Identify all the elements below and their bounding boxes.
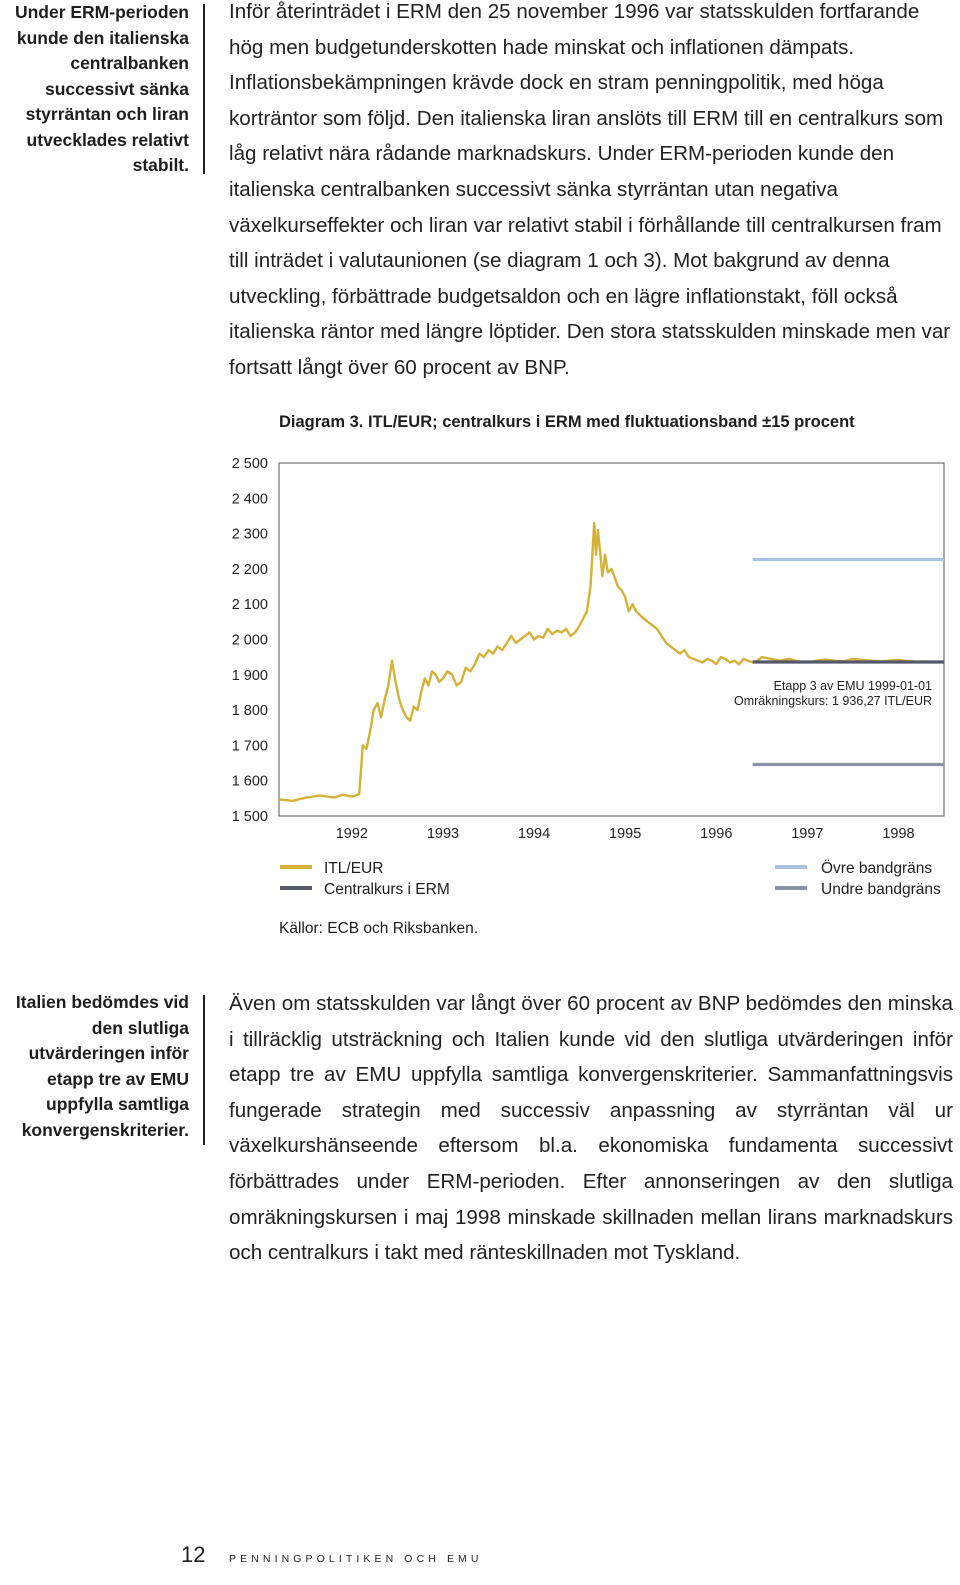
x-tick-label: 1997: [791, 826, 824, 842]
y-tick-label: 2 100: [231, 597, 268, 614]
y-tick-label: 1 900: [231, 667, 268, 684]
legend-left: [280, 858, 450, 900]
chart-title: Diagram 3. ITL/EUR; centralkurs i ERM med fluktuationsband ±15 procent: [279, 413, 855, 431]
x-tick-label: 1994: [517, 826, 551, 842]
y-tick-label: 2 000: [231, 632, 268, 649]
legend-swatch-itl-eur: [280, 865, 312, 869]
legend-label-undre: Undre bandgräns: [821, 881, 941, 898]
x-tick-label: 1998: [882, 826, 915, 842]
legend-item-ovre: [775, 858, 941, 879]
legend-swatch-ovre: [775, 865, 807, 869]
publication-title: PENNINGPOLITIKEN OCH EMU: [229, 1553, 483, 1565]
legend-item-itl-eur: [280, 858, 450, 879]
margin-divider-2: [203, 995, 205, 1145]
legend-item-centralkurs: [280, 879, 450, 900]
paragraph-convergence: Även om statsskulden var långt över 60 procent av BNP bedömdes den minska i tillräcklig utsträckning och Italien kunde vid den slutliga utvärderingen inför etapp tre av EMU uppfylla samtliga konvergenskriterier. Sammanfattningsvis fungerade strategin med successiv anpassning av styrräntan väl ur växelkurshänseende eftersom bl.a. ekonomiska fundamenta successivt förbättrades under ERM-perioden. Efter annonseringen av den slutliga omräkningskursen i maj 1998 minskade skillnaden mellan lirans marknadskurs och centralkurs i takt med ränteskillnaden mot Tyskland.: [229, 992, 953, 1265]
legend-right: [775, 858, 941, 900]
x-tick-label: 1996: [700, 826, 733, 842]
y-tick-label: 1 600: [231, 773, 268, 790]
x-tick-label: 1995: [609, 826, 642, 842]
legend-label-ovre: Övre bandgräns: [821, 860, 933, 877]
legend-swatch-centralkurs: [280, 886, 312, 890]
legend-label-centralkurs: Centralkurs i ERM: [324, 881, 450, 898]
y-tick-label: 2 500: [231, 456, 268, 472]
chart-source: Källor: ECB och Riksbanken.: [279, 920, 479, 937]
margin-note-italien: Italien bedömdes vid den slutliga utvärderingen inför etapp tre av EMU uppfylla samtliga konvergenskriterier.: [15, 992, 189, 1140]
legend-swatch-undre: [775, 886, 807, 890]
y-tick-label: 1 700: [231, 738, 268, 755]
legend-label-itl-eur: ITL/EUR: [324, 860, 384, 877]
annotation-line-1: Etapp 3 av EMU 1999-01-01: [773, 679, 932, 693]
x-tick-label: 1992: [335, 826, 369, 842]
y-tick-label: 2 300: [231, 526, 268, 543]
y-tick-label: 1 500: [231, 809, 268, 825]
paragraph-erm-reentry: Inför återinträdet i ERM den 25 november 1996 var statsskulden fortfarande hög men budgetunderskotten hade minskat och inflationen dämpats. Inflationsbekämpningen krävde dock en stram penningpolitik, med höga korträntor som följd. Den italienska liran anslöts till ERM till en centralkurs som låg relativt nära rådande marknadskurs. Under ERM-perioden kunde den italienska centralbanken successivt sänka styrräntan utan negativa växelkurseffekter och liran var relativt stabil i förhållande till centralkursen fram till inträdet i valutaunionen (se diagram 1 och 3). Mot bakgrund av denna utveckling, förbättrade budgetsaldon och en lägre inflationstakt, föll också italienska räntor med längre löptider. Den stora statsskulden minskade men var fortsatt långt över 60 procent av BNP.: [229, 0, 951, 379]
margin-note-erm: Under ERM-perioden kunde den italienska centralbanken successivt sänka styrräntan och liran utvecklades relativt stabilt.: [14, 2, 189, 175]
y-tick-label: 2 400: [231, 491, 268, 508]
y-tick-label: 1 800: [231, 703, 268, 720]
page-number: 12: [181, 1542, 206, 1567]
x-tick-label: 1993: [426, 826, 460, 842]
y-tick-label: 2 200: [231, 561, 268, 578]
annotation-line-2: Omräkningskurs: 1 936,27 ITL/EUR: [734, 694, 932, 708]
legend-item-undre: [775, 879, 941, 900]
